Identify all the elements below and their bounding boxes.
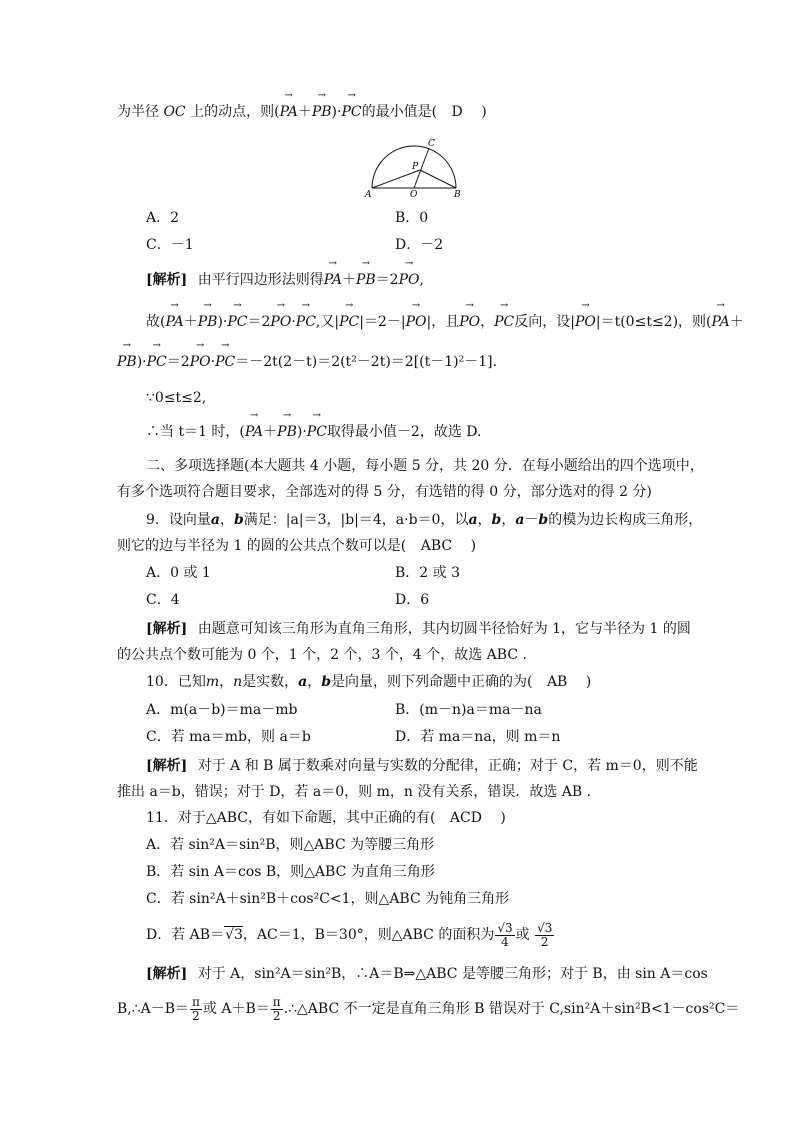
label-p: P bbox=[412, 162, 419, 172]
q9-answer: ABC bbox=[420, 538, 453, 554]
label-a: A bbox=[365, 190, 372, 200]
fraction-sqrt3-over-2: $\frac{√3}{2}$ bbox=[537, 920, 553, 949]
q11-option-b: B．若 sin A＝cos B，则△ABC 为直角三角形 bbox=[146, 864, 435, 880]
q9-option-c: C．4 bbox=[146, 592, 180, 608]
q11-option-d: D．若 AB＝√3，AC＝1，B＝30°，则△ABC 的面积为 $\frac{√3}{4}$ 或 $\frac{√3}{2}$ bbox=[146, 920, 553, 949]
q10-option-b: B．(m－n)a＝ma－na bbox=[395, 702, 542, 718]
q11-option-a: A．若 sin²A＝sin²B，则△ABC 为等腰三角形 bbox=[146, 837, 435, 853]
label-o: O bbox=[410, 190, 418, 200]
segment-pb bbox=[420, 170, 456, 188]
q9-analysis-line2: 的公共点个数可能为 0 个，1 个，2 个，3 个，4 个，故选 ABC . bbox=[117, 647, 527, 663]
semicircle-figure bbox=[362, 136, 466, 200]
label-b: B bbox=[454, 190, 461, 200]
q11-answer: ACD bbox=[449, 810, 482, 826]
fraction-sqrt3-over-4: $\frac{√3}{4}$ bbox=[497, 920, 513, 949]
q10-option-c: C．若 ma＝mb，则 a＝b bbox=[146, 729, 311, 745]
section-header-line1: 二、多项选择题(本大题共 4 小题，每小题 5 分，共 20 分．在每小题给出的四个选项中， bbox=[146, 458, 704, 474]
q10-answer: AB bbox=[546, 674, 568, 690]
q8-option-c: C．－1 bbox=[146, 237, 194, 253]
q10-analysis-line1: [解析] 对于 A 和 B 属于数乘对向量与实数的分配律，正确；对于 C，若 m＝0，则不能 bbox=[146, 758, 698, 774]
q10-stem: 10．已知m，n是实数，a，b是向量，则下列命题中正确的为( AB ) bbox=[146, 674, 592, 690]
segment-ap bbox=[372, 170, 420, 188]
q8-answer: D bbox=[451, 104, 463, 120]
section-header-line2: 有多个选项符合题目要求，全部选对的得 5 分，有选错的得 0 分，部分选对的得 2 分) bbox=[117, 484, 652, 500]
an8-line5: ∴当 t＝1 时，(→ PA＋→ PB)·→ PC取得最小值－2，故选 D. bbox=[146, 422, 481, 442]
q9-analysis-line1: [解析] 由题意可知该三角形为直角三角形，其内切圆半径恰好为 1，它与半径为 1 的圆 bbox=[146, 621, 691, 637]
q11-option-c: C．若 sin²A＋sin²B＋cos²C<1，则△ABC 为钝角三角形 bbox=[146, 891, 510, 907]
fraction-pi-over-2: $\frac{\pi}{2}$ bbox=[272, 994, 281, 1023]
an8-line3: → PB)·→ PC＝2→ PO·→ PC＝－2t(2－t)＝2(t²－2t)＝2[(t－1)²－1]. bbox=[117, 352, 497, 372]
q11-analysis-line1: [解析] 对于 A，sin²A＝sin²B，∴A＝B⇒△ABC 是等腰三角形；对于 B，由 sin A＝cos bbox=[146, 966, 708, 982]
q10-option-a: A．m(a－b)＝ma－mb bbox=[146, 702, 298, 718]
an8-line1: [解析] 由平行四边形法则得→ PA＋→ PB＝2→ PO, bbox=[146, 270, 424, 290]
an8-line2: 故(→ PA＋→ PB)·→ PC＝2→ PO·→ PC,又|→ PC|＝2－|→ PO|，且→ PO，→ PC反向，设|→ PO|＝t(0≤t≤2)，则(→ PA＋ bbox=[146, 312, 744, 332]
fraction-pi-over-2: $\frac{\pi}{2}$ bbox=[192, 994, 200, 1023]
q11-analysis-line2: B,∴A－B＝ $\frac{\pi}{2}$ 或 A＋B＝ $\frac{\pi}{2}$ .∴△ABC 不一定是直角三角形 B 错误对于 C,sin²A＋sin²B<1－cos²C＝ bbox=[117, 994, 740, 1023]
q8-option-b: B．0 bbox=[395, 210, 429, 226]
q9-stem-line1: 9．设向量a，b满足：|a|＝3，|b|＝4，a·b＝0，以a，b，a－b的模为边长构成三角形， bbox=[146, 512, 703, 528]
an8-line4: ∵0≤t≤2, bbox=[146, 390, 207, 406]
q10-option-d: D．若 ma＝na，则 m＝n bbox=[395, 729, 561, 745]
q9-stem-line2: 则它的边与半径为 1 的圆的公共点个数可以是( ABC ) bbox=[117, 538, 477, 554]
q10-analysis-line2: 推出 a＝b，错误；对于 D，若 a＝0，则 m，n 没有关系，错误．故选 AB . bbox=[117, 784, 592, 800]
label-c: C bbox=[428, 139, 435, 149]
q9-option-b: B．2 或 3 bbox=[395, 565, 461, 581]
q9-option-d: D．6 bbox=[395, 592, 430, 608]
q8-option-a: A．2 bbox=[146, 210, 180, 226]
q11-stem: 11．对于△ABC，有如下命题，其中正确的有( ACD ) bbox=[146, 810, 506, 826]
q8-stem: 为半径 OC 上的动点，则(→ PA＋→ PB)·→ PC的最小值是( D ) bbox=[117, 102, 487, 122]
q9-option-a: A．0 或 1 bbox=[146, 565, 211, 581]
q8-option-d: D．－2 bbox=[395, 237, 444, 253]
